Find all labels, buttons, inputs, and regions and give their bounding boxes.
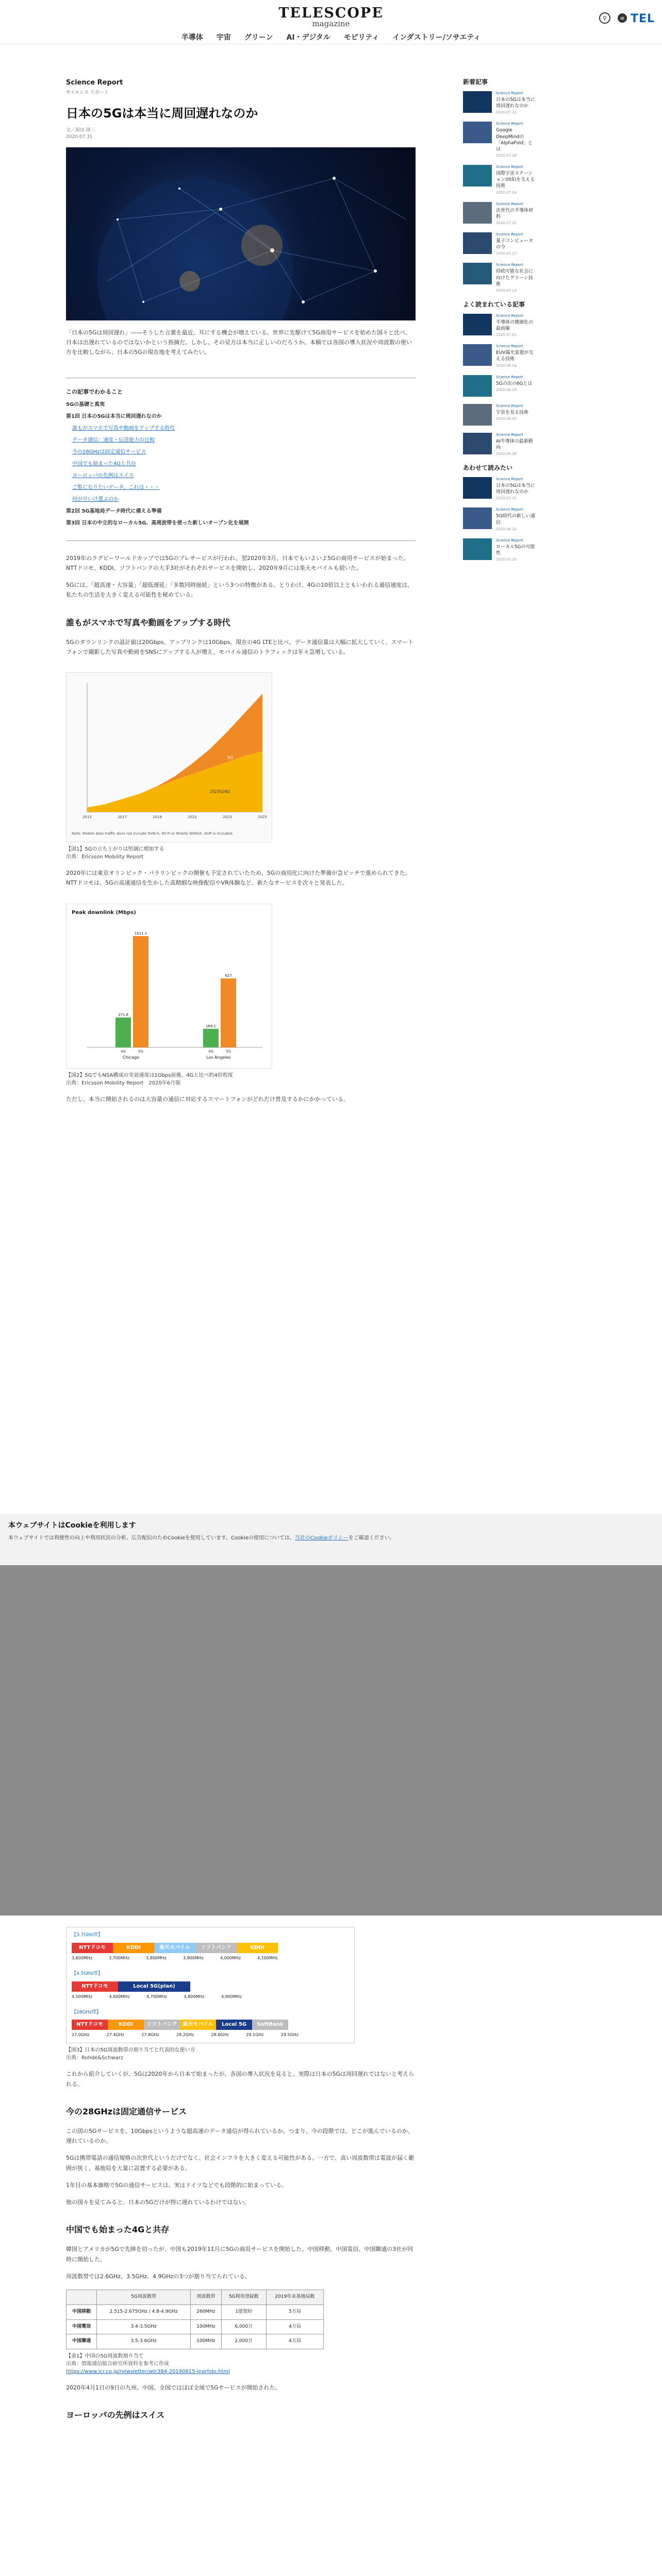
- card-text: [496, 404, 528, 426]
- article-thumbnail[interactable]: [463, 202, 492, 224]
- card-category: Science Report: [496, 477, 523, 481]
- article-title: 日本の5Gは本当に周回遅れなのか: [66, 106, 258, 121]
- menu-icon[interactable]: ≡: [618, 13, 627, 23]
- category-label: Los Angeles: [206, 1055, 231, 1060]
- section-heading: 今の28GHzは固定通信サービス: [66, 2106, 187, 2116]
- card-text: [496, 433, 536, 456]
- cookie-text: 本ウェブサイトでは利便性の向上や利用状況の分析、広告配信のためCookieを使用しています。Cookieの使用については、: [8, 1535, 295, 1541]
- card-date: 2020.07.01: [496, 333, 517, 337]
- figure-1-source: 出典：Ericsson Mobility Report: [66, 854, 144, 860]
- sidebar-article-card[interactable]: [463, 433, 536, 456]
- cookie-text-end: をご確認ください。: [348, 1535, 395, 1541]
- table-cell: 6,000万: [221, 2319, 266, 2334]
- article-category-sub: サイエンス リポート: [66, 90, 109, 95]
- card-date: 2020.05.20: [496, 557, 517, 562]
- article-paragraph: 1年目の基本価格で5Gの通信サービスは、実はドイツなどでも段階的に始まっている。: [66, 2181, 287, 2189]
- card-title[interactable]: 国際宇宙ステーション(ISS)を支える技術: [496, 171, 535, 189]
- article-thumbnail[interactable]: [463, 433, 492, 454]
- card-title[interactable]: 日本の5Gは本当に周回遅れなのか: [496, 483, 535, 495]
- series-label: 5G: [138, 1049, 143, 1054]
- card-category: Science Report: [496, 507, 523, 512]
- table-row: [67, 2304, 324, 2319]
- article-paragraph: 5Gには、「超高速・大容量」「超低遅延」「多数同時接続」という3つの特徴がある。とりわけ、4Gの10倍以上ともいわれる通信速度は、私たちの生活を大きく変える可能性を秘めている。: [66, 582, 413, 599]
- card-category: Science Report: [496, 232, 523, 236]
- table-of-contents: [66, 378, 416, 540]
- band-row-45: [72, 1981, 349, 1992]
- band-tick: 27.0GHz: [72, 2032, 90, 2038]
- sidebar-heading-new: 新着記事: [463, 78, 488, 86]
- card-title[interactable]: EUV露光装置が支える技術: [496, 350, 534, 362]
- sidebar-article-card[interactable]: [463, 165, 536, 195]
- band-segment: SoftBank: [252, 2020, 288, 2030]
- card-category: Science Report: [496, 403, 523, 408]
- article-thumbnail[interactable]: [463, 263, 492, 284]
- band-segment: ソフトバンク: [195, 1943, 237, 1953]
- related-articles-list: [463, 477, 536, 562]
- card-date: 2020.07.17: [496, 251, 517, 256]
- site-header: [0, 0, 662, 44]
- figure-3-spectrum: [66, 1927, 355, 2043]
- band-tick: 28.2GHz: [176, 2032, 194, 2038]
- nav-item-green[interactable]: グリーン: [244, 33, 273, 42]
- article-continued: [66, 1922, 416, 2422]
- data-label: 1011.1: [134, 931, 147, 936]
- band-row-28: [72, 2020, 349, 2030]
- article-paragraph: 5Gは携帯電話の通信規格の次世代というだけでなく、社会インフラを大きく変える可能性がある。一方で、高い周波数帯は電波が届く範囲が狭く、基地局を大量に設置する必要がある。: [66, 2155, 415, 2172]
- band-tick: 27.8GHz: [141, 2032, 159, 2038]
- card-title[interactable]: 半導体の微細化の最前線: [496, 319, 534, 332]
- card-text: [496, 538, 536, 562]
- logo-sub[interactable]: magazine: [312, 19, 350, 28]
- cookie-body: [8, 1534, 654, 1543]
- card-title[interactable]: 次世代の半導体材料: [496, 208, 534, 219]
- band-tick: 4,700MHz: [146, 1994, 167, 1999]
- card-date: 2020.07.14: [496, 288, 517, 293]
- band-segment: NTTドコモ: [72, 1943, 113, 1953]
- bar: [221, 978, 236, 1047]
- band-segment: KDDI: [237, 1943, 278, 1953]
- table-source: 出典：情報通信総合研究所資料を参考に作成: [66, 2361, 169, 2367]
- card-category: Science Report: [496, 122, 523, 126]
- card-date: 2020.07.31: [496, 110, 517, 115]
- figure-2-chart: [66, 904, 272, 1069]
- band-tick: 4,600MHz: [109, 1994, 130, 1999]
- card-title[interactable]: ローカル5Gの可能性: [496, 544, 535, 556]
- article-thumbnail[interactable]: [463, 232, 492, 254]
- card-category: Science Report: [496, 201, 523, 206]
- band-segment: KDDI: [113, 1943, 154, 1953]
- sidebar-article-card[interactable]: [463, 122, 536, 158]
- article-paragraph: これから紹介していくが、5Gは2020年から日本で始まったが、各国の導入状況を見ると、実際は日本の5Gは周回遅れではないと考えられる。: [66, 2071, 415, 2088]
- sidebar-article-card[interactable]: [463, 507, 536, 531]
- card-text: [496, 477, 536, 500]
- section-heading: ヨーロッパの先例はスイス: [66, 2410, 165, 2420]
- x-tick-label: 2015: [82, 815, 92, 820]
- article-thumbnail[interactable]: [463, 538, 492, 560]
- sidebar: [463, 77, 536, 569]
- hero-image: [66, 147, 416, 320]
- toc-link[interactable]: 何が早いけ選ぶのか: [72, 496, 119, 502]
- bar: [133, 936, 148, 1047]
- band-axis: [72, 1993, 242, 2001]
- article-thumbnail[interactable]: [463, 477, 492, 499]
- card-date: 2020.07.24: [496, 190, 517, 195]
- band-tick: 3,600MHz: [72, 1955, 93, 1960]
- band-segment: 楽天モバイル: [154, 1943, 195, 1953]
- card-date: 2020.06.24: [496, 363, 517, 368]
- section-heading: 誰もがスマホで写真や動画をアップする時代: [66, 617, 230, 628]
- sidebar-article-card[interactable]: [463, 202, 536, 225]
- toc-link[interactable]: データ通信：速度・伝送能力の比較: [72, 437, 155, 443]
- figure-3-source: 出典：Rohde&Schwarz: [66, 2055, 124, 2061]
- table-cell: 中国電信: [67, 2319, 97, 2334]
- band-tick: 4,500MHz: [72, 1994, 93, 1999]
- nav-item-ai-digital[interactable]: AI・デジタル: [286, 33, 330, 42]
- article-thumbnail[interactable]: [463, 165, 492, 187]
- table-cell: 260MHz: [190, 2304, 221, 2319]
- band-segment: 楽天モバイル: [180, 2020, 216, 2030]
- table-header: 5G利用登録数: [221, 2290, 266, 2305]
- card-text: [496, 165, 536, 195]
- x-tick-label: 2021: [188, 815, 197, 820]
- category-label: Chicago: [122, 1055, 140, 1060]
- card-date: 2020.07.21: [496, 221, 517, 225]
- series-label: 4G: [121, 1049, 126, 1054]
- article-paragraph: 2020年4月1日の9日の九州、中国、全国ではほぼ全域で5Gサービスが開始された。: [66, 2384, 281, 2391]
- table-cell: 中国移動: [67, 2304, 97, 2319]
- cookie-banner: [0, 1514, 662, 1565]
- card-title[interactable]: 日本の5Gは本当に周回遅れなのか: [496, 97, 535, 109]
- article-thumbnail[interactable]: [463, 91, 492, 113]
- table-header-row: [67, 2290, 324, 2305]
- table-cell: 3.5-3.6GHz: [97, 2334, 190, 2349]
- card-text: [496, 122, 536, 158]
- band-tick: 4,900MHz: [221, 1994, 242, 1999]
- table-header: [67, 2290, 97, 2305]
- table-cell: 4万局: [266, 2334, 323, 2349]
- article-paragraph: 韓国とアメリカが5Gで先陣を切ったが、中国も2019年11月に5Gの商用サービスを開始した。中国移動、中国電信、中国聯通の3社が同時に開始した。: [66, 2246, 413, 2263]
- section-heading: 中国でも始まった4Gと共存: [66, 2225, 170, 2235]
- toc-link[interactable]: ご覧になりたいデータ、これは・・・: [72, 484, 160, 490]
- article-paragraph: 他の国々を見てみると、日本の5Gだけが特に遅れているわけではない。: [66, 2199, 250, 2206]
- toc-heading: この記事でわかること: [66, 388, 123, 396]
- article-paragraph: 5Gのダウンリンクの設計値は20Gbps、アップリンクは10Gbps。現在の4G LTEと比べ、データ通信量は大幅に拡大していく。スマートフォンで撮影した写真や動画をSNSにアップする人が増え、モバイル通信のトラフィックは年々急増している。: [66, 638, 414, 655]
- table-cell: 100MHz: [190, 2334, 221, 2349]
- x-tick-label: 2017: [118, 815, 127, 820]
- series-label: 4G: [208, 1049, 213, 1054]
- table-caption: 【表1】中国の5G周波数割り当て: [66, 2353, 144, 2359]
- band-label: 【3.7GHz帯】: [72, 1933, 103, 1938]
- popular-articles-list: [463, 314, 536, 456]
- article-category[interactable]: Science Report: [66, 79, 123, 87]
- sidebar-article-card[interactable]: [463, 477, 536, 500]
- brand-logo[interactable]: TEL: [630, 12, 655, 25]
- table-cell: 5万局: [266, 2304, 323, 2319]
- band-label: 【28GHz帯】: [72, 2009, 101, 2015]
- sidebar-article-card[interactable]: [463, 91, 536, 114]
- chart-title: Peak downlink (Mbps): [72, 909, 136, 916]
- sidebar-heading-related: あわせて読みたい: [463, 464, 513, 471]
- article-thumbnail[interactable]: [463, 344, 492, 366]
- nav-item-space[interactable]: 宇宙: [216, 33, 231, 42]
- band-row-37: [72, 1943, 349, 1953]
- table-source-link[interactable]: https://www.icr.co.jp/newsletter/wtr384-20190815-inarfolo.html: [66, 2369, 230, 2375]
- table-header: 2019年末基地局数: [266, 2290, 323, 2305]
- band-segment: NTTドコモ: [72, 2020, 108, 2030]
- card-text: [496, 91, 536, 114]
- cookie-title: 本ウェブサイトはCookieを利用します: [8, 1521, 136, 1530]
- table-cell: 4万局: [266, 2319, 323, 2334]
- x-tick-label: 2025: [258, 815, 267, 820]
- series-label: 5G: [227, 755, 234, 760]
- table-header: 5G周波数帯: [97, 2290, 190, 2305]
- nav-item-mobility[interactable]: モビリティ: [343, 33, 379, 42]
- card-date: 2020.07.28: [496, 154, 517, 158]
- article-thumbnail[interactable]: [463, 314, 492, 335]
- card-category: Science Report: [496, 344, 523, 349]
- card-title[interactable]: 5G時代の新しい通信: [496, 514, 535, 526]
- band-tick: 28.6GHz: [211, 2032, 229, 2038]
- table-cell: 中国聯通: [67, 2334, 97, 2349]
- card-title[interactable]: 持続可能な社会に向けたグリーン技術: [496, 269, 534, 287]
- bar-chart: [67, 921, 272, 1068]
- toc-part2[interactable]: 第2回 5G基地局データ時代に備える準備: [66, 508, 162, 514]
- table-cell: 100MHz: [190, 2319, 221, 2334]
- header-tools: [599, 12, 627, 24]
- article-meta: [66, 127, 416, 141]
- cookie-overlay: [0, 1514, 662, 1916]
- figure-1-caption: 【図1】5Gの立ち上がりは堅調に増加する: [66, 846, 164, 853]
- sidebar-article-card[interactable]: [463, 263, 536, 293]
- band-tick: 3,700MHz: [108, 1955, 130, 1960]
- article-author: 文／湯田 隆三: [66, 127, 95, 133]
- card-title[interactable]: Google DeepMindの「AlphaFold」とは: [496, 128, 533, 152]
- series-label: 5G: [226, 1049, 231, 1054]
- band-tick: 4,000MHz: [220, 1955, 241, 1960]
- logo-main[interactable]: TELESCOPE: [278, 5, 384, 21]
- figure-2-caption: 【図2】5GでもNSA構成の実効速度は1Gbps前後、4Gと比べ約4倍程度: [66, 1072, 233, 1078]
- figure-3-caption: 【図3】日本の5G周波数帯の割り当てと代表的な使い方: [66, 2047, 195, 2054]
- area-series-2g3g4g: [87, 751, 262, 812]
- card-text: [496, 314, 536, 337]
- nav-item-industry-society[interactable]: インダストリー/ソサエティ: [392, 33, 481, 42]
- card-text: [496, 202, 536, 225]
- card-category: Science Report: [496, 432, 523, 437]
- card-date: 2020.06.02: [496, 416, 517, 421]
- band-tick: 3,800MHz: [145, 1955, 167, 1960]
- article-thumbnail[interactable]: [463, 507, 492, 529]
- series-label: 2G/3G/4G: [210, 789, 230, 794]
- x-tick-label: 2023: [223, 815, 232, 820]
- card-text: [496, 507, 536, 531]
- card-date: 2020.06.10: [496, 527, 517, 531]
- site-logo[interactable]: [0, 5, 662, 28]
- band-tick: 29.1GHz: [246, 2032, 264, 2038]
- sidebar-article-card[interactable]: [463, 538, 536, 562]
- table-row: [67, 2319, 324, 2334]
- table-cell: 2,000万: [221, 2334, 266, 2349]
- article-paragraph: 2019年のラグビーワールドカップでは5Gのプレサービスが行われ、翌2020年3月、日本でもいよいよ5Gの商用サービスが始まった。NTTドコモ、KDDI、ソフトバンクの大手3社がそれぞれサービスを開始し、2020年9月には楽天モバイルも続いた。: [66, 554, 409, 571]
- card-text: [496, 375, 532, 397]
- main-nav: [0, 32, 662, 42]
- data-label: 169.1: [205, 1024, 217, 1028]
- band-axis: [72, 1955, 278, 1962]
- band-label: 【4.5GHz帯】: [72, 1971, 103, 1976]
- band-segment: Local 5G(plan): [118, 1981, 190, 1992]
- toc-link[interactable]: 中国でも始まった4Gと共存: [72, 461, 137, 467]
- toc-link[interactable]: ヨーロッパの先例はスイス: [72, 472, 134, 479]
- table-header: 周波数帯: [190, 2290, 221, 2305]
- band-segment: Local 5G: [216, 2020, 252, 2030]
- card-category: Science Report: [496, 91, 523, 95]
- area-chart: [67, 673, 272, 827]
- band-segment: ソフトバンク: [144, 2020, 180, 2030]
- band-tick: 4,100MHz: [257, 1955, 278, 1960]
- data-label: 271.6: [118, 1013, 129, 1018]
- article-paragraph: この図の5Gサービスを、10Gbpsというような超高速のデータ通信が得られているか。つまり、今の段階では、どこが進んでいるのか。遅れているのか。: [66, 2127, 413, 2144]
- toc-link[interactable]: 今の28GHzは固定通信サービス: [72, 449, 146, 455]
- article-thumbnail[interactable]: [463, 122, 492, 143]
- bar: [115, 1018, 131, 1047]
- table-row: [67, 2334, 324, 2349]
- nav-item-semiconductor[interactable]: 半導体: [181, 33, 203, 42]
- card-text: [496, 344, 536, 367]
- band-axis: [72, 2031, 299, 2039]
- sidebar-article-card[interactable]: [463, 232, 536, 256]
- table-cell: 3.4-3.5GHz: [97, 2319, 190, 2334]
- new-articles-list: [463, 91, 536, 293]
- toc-intro: 5Gの基礎と真実: [66, 401, 105, 408]
- table-cell: 2.515-2.675GHz / 4.8-4.9GHz: [97, 2304, 190, 2319]
- x-tick-label: 2019: [153, 815, 162, 820]
- card-title[interactable]: 宇宙を見る技術: [496, 410, 529, 415]
- card-category: Science Report: [496, 375, 523, 379]
- band-tick: 3,900MHz: [183, 1955, 204, 1960]
- bar: [203, 1029, 219, 1047]
- card-title[interactable]: 5Gの次の6Gとは: [496, 381, 533, 386]
- chart-note: Note: Mobile data traffic does not include DVB-H, Wi-Fi or Mobile WiMAX. VoIP is included.: [72, 832, 234, 836]
- band-tick: 29.5GHz: [280, 2032, 299, 2038]
- card-date: 2020.05.26: [496, 451, 517, 456]
- card-category: Science Report: [496, 313, 523, 318]
- card-category: Science Report: [496, 538, 523, 543]
- article: [66, 77, 416, 1104]
- card-text: [496, 232, 536, 256]
- card-title[interactable]: 量子コンピュータの今: [496, 239, 534, 250]
- toc-part3[interactable]: 第3回 日本の中立的なローカル5G、高周波帯を使った新しいオープン化を展開: [66, 520, 249, 526]
- figure-1-chart: [66, 672, 272, 842]
- article-paragraph: 周波数帯では2.6GHz、3.5GHz、4.9GHzの3つが割り当てられている。: [66, 2273, 251, 2280]
- card-category: Science Report: [496, 263, 523, 267]
- article-lead: 「日本の5Gは周回遅れ」——そうした言葉を最近、耳にする機会が増えている。世界に先駆けて5G商用サービスを始めた国々と比べ、日本は出遅れているのではないかという指摘だ。しかし、その見方は本当に正しいのだろうか。本稿では各国の導入状況や周波数の使い方を比較しながら、日本の5Gの現在地を考えてみたい。: [66, 329, 412, 355]
- search-icon[interactable]: ⚲: [599, 12, 610, 24]
- toc-part1[interactable]: 第1回 日本の5Gは本当に周回遅れなのか: [66, 413, 162, 419]
- cookie-policy-link[interactable]: 当社のCookieポリシー: [294, 1535, 349, 1541]
- card-category: Science Report: [496, 165, 523, 170]
- card-date: 2020.06.16: [496, 387, 517, 392]
- data-label: 627: [225, 974, 232, 978]
- band-segment: KDDI: [108, 2020, 144, 2030]
- toc-link[interactable]: 誰もがスマホで写真や動画をアップする時代: [72, 425, 175, 431]
- card-title[interactable]: AI半導体の最新動向: [496, 438, 533, 450]
- band-tick: 27.4GHz: [106, 2032, 124, 2038]
- band-segment: NTTドコモ: [72, 1981, 118, 1992]
- table-cell: 1億契約: [221, 2304, 266, 2319]
- card-text: [496, 263, 536, 293]
- article-paragraph: 2020年には東京オリンピック・パラリンピックの開催も予定されていたため、5Gの商用化に向けた準備が急ピッチで進められてきた。NTTドコモは、5Gの高速通信を生かした高精細な映像配信やVR体験など、新たなサービスを次々と発表した。: [66, 870, 411, 887]
- article-date: 2020.07.31: [66, 134, 93, 140]
- frequency-table: [66, 2290, 324, 2349]
- network-globe-image: [66, 147, 416, 320]
- article-thumbnail[interactable]: [463, 404, 492, 426]
- band-tick: 4,800MHz: [184, 1994, 205, 1999]
- article-thumbnail[interactable]: [463, 375, 492, 397]
- sidebar-heading-popular: よく読まれている記事: [463, 300, 525, 308]
- sidebar-article-card[interactable]: [463, 314, 536, 337]
- sidebar-article-card[interactable]: [463, 375, 536, 397]
- sidebar-article-card[interactable]: [463, 344, 536, 367]
- sidebar-article-card[interactable]: [463, 404, 536, 426]
- article-paragraph: ただし、本当に開始されるのは大容量の通信に対応するスマートフォンがどれだけ普及するかにかかっている。: [66, 1095, 349, 1103]
- figure-2-source: 出典：Ericsson Mobility Report 2020年6月版: [66, 1080, 181, 1086]
- card-date: 2020.07.31: [496, 496, 517, 501]
